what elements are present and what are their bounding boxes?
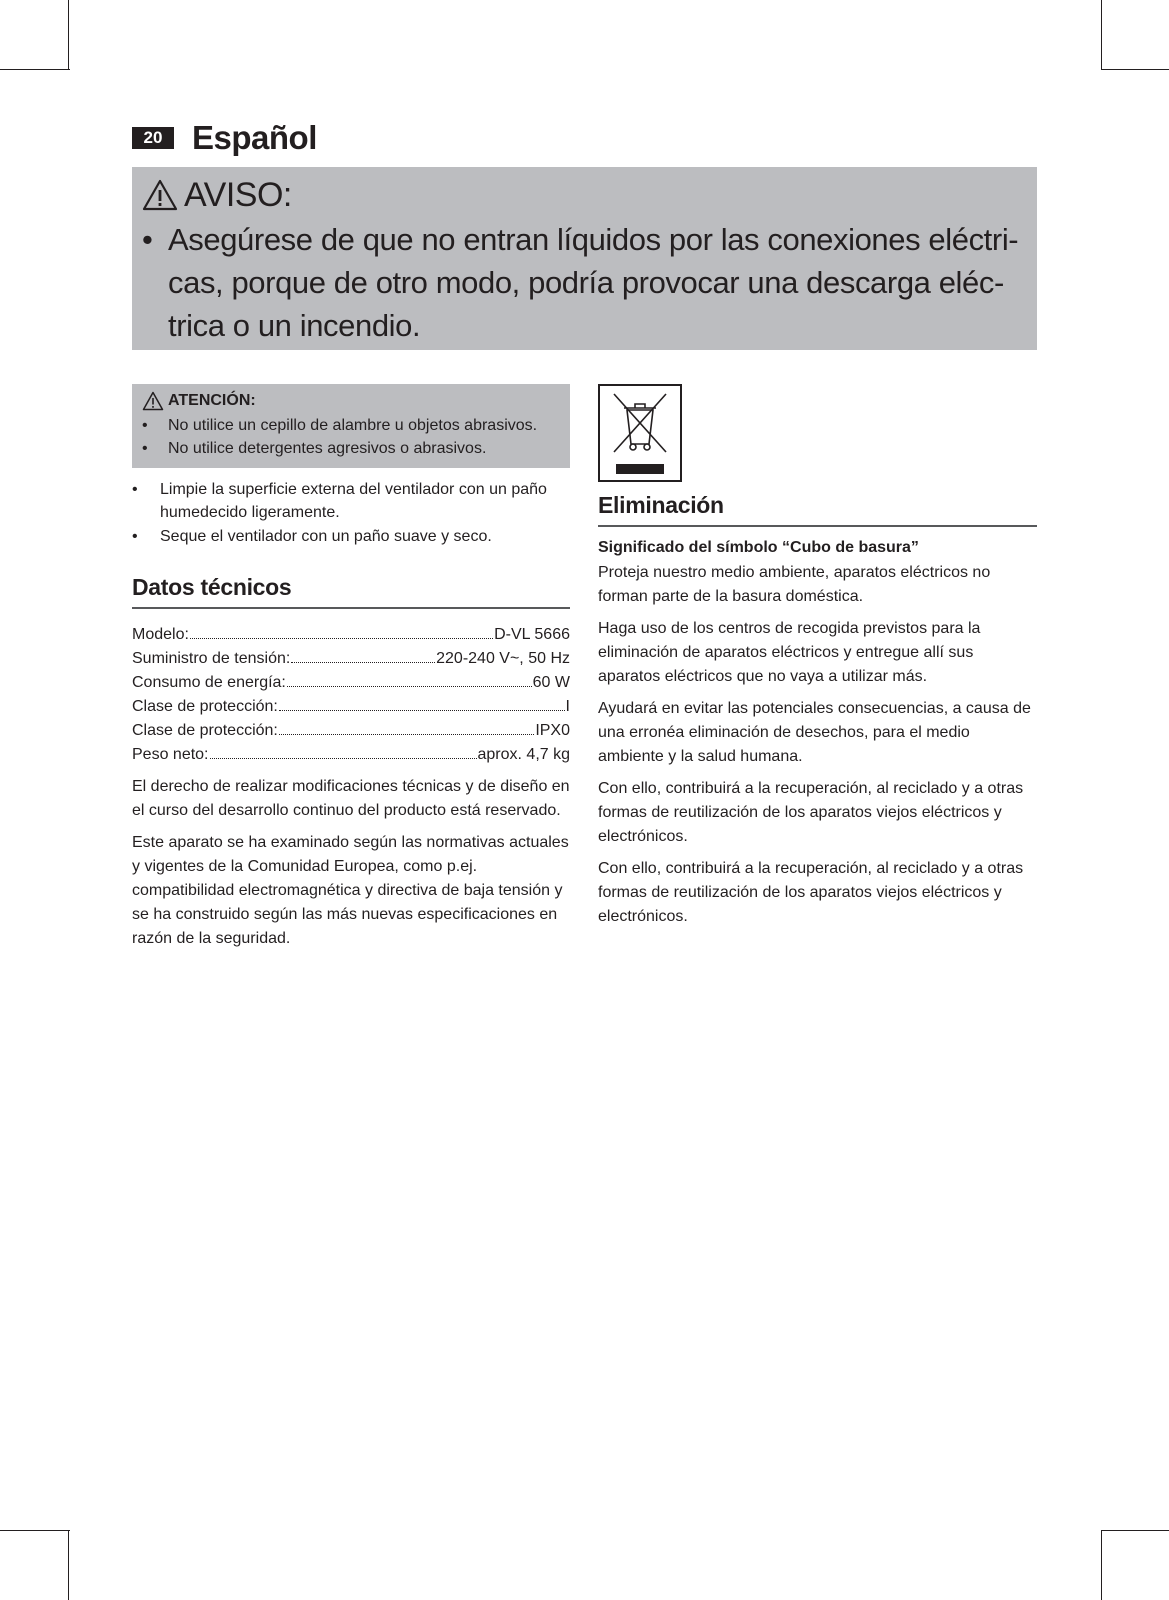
crop-mark bbox=[1101, 0, 1102, 70]
spec-label: Peso neto: bbox=[132, 746, 209, 763]
spec-row bbox=[132, 623, 570, 647]
warning-triangle-icon bbox=[142, 179, 178, 211]
spec-value: IPX0 bbox=[535, 722, 570, 739]
language-title: Español bbox=[192, 119, 317, 156]
warning-line: trica o un incendio. bbox=[168, 308, 421, 343]
spec-table bbox=[132, 623, 570, 767]
warning-box bbox=[132, 167, 1037, 350]
paragraph: Con ello, contribuirá a la recuperación, al reciclado y a otras formas de reutilización de los aparatos viejos eléctricos y electrónicos. bbox=[598, 780, 1024, 845]
crossed-bin-icon bbox=[598, 384, 682, 482]
warning-triangle-icon bbox=[142, 391, 164, 411]
crop-mark bbox=[68, 1530, 69, 1600]
crop-mark bbox=[1101, 1530, 1169, 1531]
page-header bbox=[132, 118, 317, 158]
paragraph: Este aparato se ha examinado según las normativas actuales y vigentes de la Comunidad Europea, como p.ej. compatibilidad electromagnética y directiva de baja tensión y se ha construido según las más nuevas especificaciones en razón de la seguridad. bbox=[132, 834, 569, 947]
spec-value: D-VL 5666 bbox=[494, 626, 570, 643]
spec-value: aprox. 4,7 kg bbox=[477, 746, 570, 763]
subheading: Significado del símbolo “Cubo de basura” bbox=[598, 539, 919, 556]
spec-value: I bbox=[565, 698, 570, 715]
warning-line: cas, porque de otro modo, podría provocar una descarga eléc- bbox=[168, 265, 1004, 300]
paragraph: Ayudará en evitar las potenciales consecuencias, a causa de una erronéa eliminación de desechos, para el medio ambiente y la salud humana. bbox=[598, 700, 1031, 765]
section-title-eliminacion: Eliminación bbox=[598, 492, 1037, 527]
spec-label: Clase de protección: bbox=[132, 698, 278, 715]
attention-title bbox=[142, 390, 560, 412]
spec-value: 60 W bbox=[532, 674, 570, 691]
spec-row bbox=[132, 719, 570, 743]
left-column bbox=[132, 384, 570, 951]
spec-row bbox=[132, 743, 570, 767]
warning-title bbox=[142, 173, 1027, 217]
spec-label: Clase de protección: bbox=[132, 722, 278, 739]
spec-label: Suministro de tensión: bbox=[132, 650, 291, 667]
right-column bbox=[598, 384, 1037, 929]
warning-title-text: AVISO: bbox=[184, 175, 292, 214]
list-item: • Limpie la superficie externa del ventilador con un paño humedecido ligeramente. bbox=[132, 478, 570, 524]
paragraph: El derecho de realizar modificaciones técnicas y de diseño en el curso del desarrollo continuo del producto está reservado. bbox=[132, 778, 570, 819]
crop-mark bbox=[68, 0, 69, 70]
attention-box bbox=[132, 384, 570, 468]
attention-title-text: ATENCIÓN: bbox=[168, 392, 256, 409]
warning-line: Asegúrese de que no entran líquidos por las conexiones eléctri- bbox=[168, 222, 1019, 257]
crop-mark bbox=[0, 69, 70, 70]
list-item: • Seque el ventilador con un paño suave y seco. bbox=[132, 525, 570, 548]
spec-label: Consumo de energía: bbox=[132, 674, 286, 691]
paragraph: Con ello, contribuirá a la recuperación, al reciclado y a otras formas de reutilización de los aparatos viejos eléctricos y electrónicos. bbox=[598, 860, 1024, 925]
paragraph: Haga uso de los centros de recogida previstos para la eliminación de aparatos eléctricos y entregue allí sus aparatos eléctricos que no vaya a utilizar más. bbox=[598, 620, 981, 685]
spec-row bbox=[132, 695, 570, 719]
list-item: • No utilice un cepillo de alambre u objetos abrasivos. bbox=[142, 414, 560, 437]
crop-mark bbox=[1101, 1530, 1102, 1600]
list-item: • No utilice detergentes agresivos o abrasivos. bbox=[142, 437, 560, 460]
paragraph: Proteja nuestro medio ambiente, aparatos eléctricos no forman parte de la basura doméstica. bbox=[598, 564, 991, 605]
crop-mark bbox=[0, 1530, 70, 1531]
spec-value: 220-240 V~, 50 Hz bbox=[436, 650, 570, 667]
page-number: 20 bbox=[132, 127, 174, 149]
spec-label: Modelo: bbox=[132, 626, 189, 643]
spec-row bbox=[132, 671, 570, 695]
crop-mark bbox=[1101, 69, 1169, 70]
warning-item bbox=[142, 218, 1027, 347]
attention-list bbox=[142, 414, 560, 460]
section-title-datos: Datos técnicos bbox=[132, 574, 570, 609]
care-list bbox=[132, 478, 570, 548]
spec-row bbox=[132, 647, 570, 671]
